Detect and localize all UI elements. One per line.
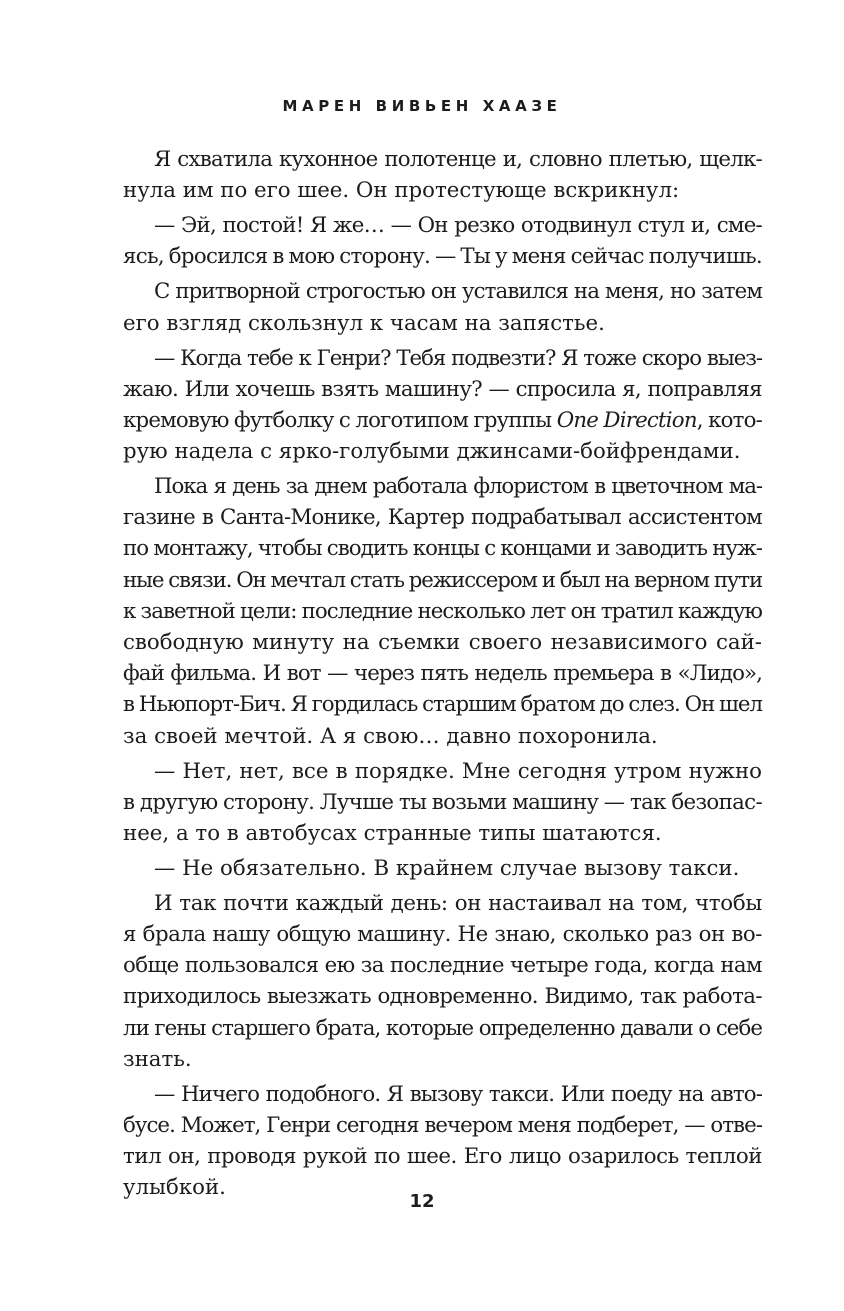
page-number: 12 xyxy=(409,1191,435,1212)
text-line: — Ничего подобного. Я вызову такси. Или поеду на авто- xyxy=(154,1081,762,1107)
text-run: кремовую футболку с логотипом группы xyxy=(123,407,557,433)
text-line: я брала нашу общую машину. Не знаю, сколько раз он во- xyxy=(123,922,762,948)
text-line: — Не обязательно. В крайнем случае вызову такси. xyxy=(154,855,740,881)
text-line: бусе. Может, Генри сегодня вечером меня подберет, — отве- xyxy=(123,1113,762,1138)
text-line: по монтажу, чтобы сводить концы с концами и заводить нуж- xyxy=(123,536,762,562)
text-line: ли гены старшего брата, которые определенно давали о себе xyxy=(123,1015,762,1041)
text-line: нула им по его шее. Он протестующе вскрикнул: xyxy=(123,178,680,204)
text-line: в другую сторону. Лучше ты возьми машину — так безопас- xyxy=(123,789,762,815)
text-line: ясь, бросился в мою сторону. — Ты у меня сейчас получишь. xyxy=(123,244,762,270)
text-line: Я схватила кухонное полотенце и, словно плетью, щелк- xyxy=(154,147,762,172)
text-line: И так почти каждый день: он настаивал на том, чтобы xyxy=(154,890,762,916)
text-line: обще пользовался ею за последние четыре года, когда нам xyxy=(123,953,762,979)
text-line: свободную минуту на съемки своего независимого сай- xyxy=(123,630,762,655)
running-head: МАРЕН ВИВЬЕН ХААЗЕ xyxy=(282,97,562,115)
text-line: к заветной цели: последние несколько лет он тратил каждую xyxy=(123,598,762,624)
text-line: тил он, проводя рукой по шее. Его лицо озарилось теплой xyxy=(123,1144,762,1170)
text-line: знать. xyxy=(123,1046,192,1072)
text-line: газине в Санта-Монике, Картер подрабатывал ассистентом xyxy=(123,505,762,531)
text-line: ные связи. Он мечтал стать режиссером и был на верном пути xyxy=(123,567,762,593)
body-text xyxy=(123,144,762,1204)
text-line: — Нет, нет, все в порядке. Мне сегодня утром нужно xyxy=(154,758,762,784)
text-line: в Ньюпорт-Бич. Я гордилась старшим братом до слез. Он шел xyxy=(123,692,762,718)
text-line: улыбкой. xyxy=(123,1175,226,1201)
text-line: фай фильма. И вот — через пять недель премьера в «Лидо», xyxy=(123,661,762,687)
band-name: One Direction xyxy=(556,407,697,433)
text-run: , кото- xyxy=(696,407,763,433)
text-line xyxy=(123,405,762,436)
text-line: его взгляд скользнул к часам на запястье. xyxy=(123,310,605,336)
text-line: жаю. Или хочешь взять машину? — спросила я, поправляя xyxy=(123,376,762,402)
text-line: С притворной строгостью он уставился на меня, но затем xyxy=(154,279,762,305)
text-line: нее, а то в автобусах странные типы шатаются. xyxy=(123,820,662,846)
text-line: — Эй, постой! Я же… — Он резко отодвинул стул и, сме- xyxy=(154,213,762,239)
text-line: — Когда тебе к Генри? Тебя подвезти? Я тоже скоро выез- xyxy=(154,345,762,371)
text-line: рую надела с ярко-голубыми джинсами-бойфрендами. xyxy=(123,439,741,465)
text-line: приходилось выезжать одновременно. Видимо, так работа- xyxy=(123,984,762,1010)
text-line: Пока я день за днем работала флористом в цветочном ма- xyxy=(154,474,762,500)
text-line: за своей мечтой. А я свою… давно похоронила. xyxy=(123,723,658,749)
